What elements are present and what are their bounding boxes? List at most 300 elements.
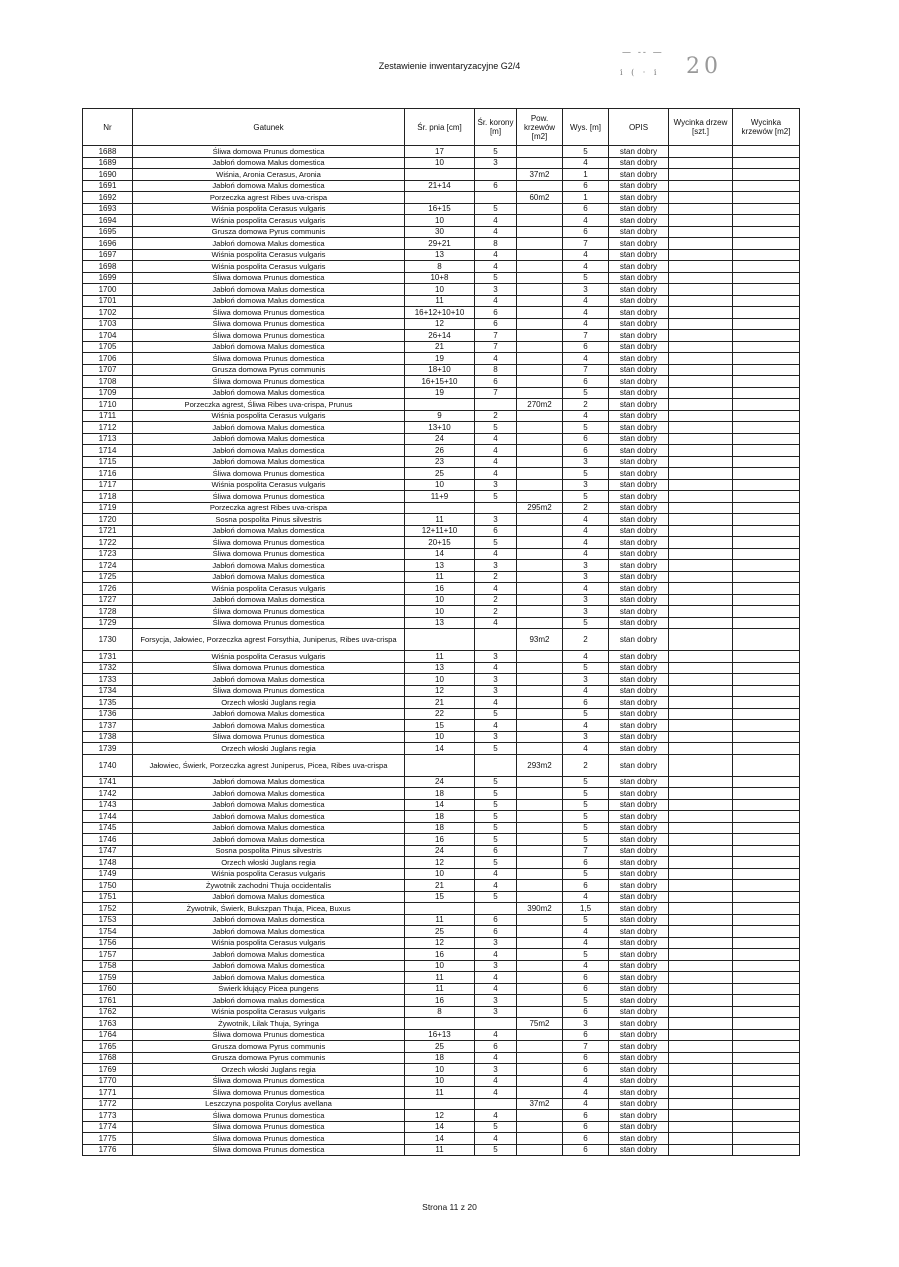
cell-gatunek: Wiśnia pospolita Cerasus vulgaris bbox=[133, 479, 405, 491]
cell-nr: 1745 bbox=[83, 822, 133, 834]
cell-sr-korony: 3 bbox=[475, 560, 517, 572]
cell-wycinka-drzew bbox=[669, 330, 733, 342]
cell-nr: 1759 bbox=[83, 972, 133, 984]
cell-nr: 1718 bbox=[83, 491, 133, 503]
cell-nr: 1697 bbox=[83, 249, 133, 261]
cell-wycinka-drzew bbox=[669, 226, 733, 238]
cell-nr: 1706 bbox=[83, 353, 133, 365]
table-row bbox=[83, 743, 800, 755]
table-row bbox=[83, 1052, 800, 1064]
cell-wycinka-drzew bbox=[669, 468, 733, 480]
cell-sr-korony: 4 bbox=[475, 226, 517, 238]
cell-wys: 4 bbox=[563, 307, 609, 319]
cell-wycinka-krzewow bbox=[733, 502, 800, 514]
cell-gatunek: Wiśnia pospolita Cerasus vulgaris bbox=[133, 1006, 405, 1018]
cell-gatunek: Śliwa domowa Prunus domestica bbox=[133, 1133, 405, 1145]
cell-wys: 5 bbox=[563, 949, 609, 961]
cell-wys: 4 bbox=[563, 1075, 609, 1087]
cell-wycinka-krzewow bbox=[733, 799, 800, 811]
cell-wycinka-krzewow bbox=[733, 1041, 800, 1053]
cell-nr: 1707 bbox=[83, 364, 133, 376]
cell-sr-pnia: 21 bbox=[405, 341, 475, 353]
cell-nr: 1722 bbox=[83, 537, 133, 549]
cell-opis: stan dobry bbox=[609, 514, 669, 526]
cell-wys: 7 bbox=[563, 330, 609, 342]
cell-pow-krzewow bbox=[517, 1041, 563, 1053]
cell-pow-krzewow bbox=[517, 1133, 563, 1145]
cell-gatunek: Jabłoń domowa Malus domestica bbox=[133, 157, 405, 169]
cell-pow-krzewow bbox=[517, 445, 563, 457]
cell-sr-korony: 5 bbox=[475, 857, 517, 869]
cell-nr: 1716 bbox=[83, 468, 133, 480]
cell-sr-pnia: 16+15 bbox=[405, 203, 475, 215]
cell-opis: stan dobry bbox=[609, 330, 669, 342]
cell-sr-korony: 4 bbox=[475, 972, 517, 984]
table-row bbox=[83, 1098, 800, 1110]
cell-pow-krzewow bbox=[517, 410, 563, 422]
cell-nr: 1736 bbox=[83, 708, 133, 720]
table-row bbox=[83, 295, 800, 307]
cell-wys: 4 bbox=[563, 295, 609, 307]
cell-wycinka-drzew bbox=[669, 868, 733, 880]
cell-sr-pnia: 25 bbox=[405, 926, 475, 938]
cell-sr-pnia: 11 bbox=[405, 514, 475, 526]
cell-wys: 3 bbox=[563, 731, 609, 743]
cell-sr-pnia bbox=[405, 1098, 475, 1110]
cell-wycinka-krzewow bbox=[733, 937, 800, 949]
cell-gatunek: Jabłoń domowa malus domestica bbox=[133, 995, 405, 1007]
table-row bbox=[83, 662, 800, 674]
cell-nr: 1728 bbox=[83, 606, 133, 618]
cell-opis: stan dobry bbox=[609, 502, 669, 514]
cell-pow-krzewow bbox=[517, 456, 563, 468]
cell-wycinka-krzewow bbox=[733, 238, 800, 250]
cell-wycinka-drzew bbox=[669, 995, 733, 1007]
cell-opis: stan dobry bbox=[609, 571, 669, 583]
cell-wys: 2 bbox=[563, 502, 609, 514]
cell-wycinka-krzewow bbox=[733, 548, 800, 560]
cell-wycinka-drzew bbox=[669, 983, 733, 995]
cell-wycinka-drzew bbox=[669, 318, 733, 330]
cell-sr-pnia: 16 bbox=[405, 583, 475, 595]
cell-wycinka-krzewow bbox=[733, 399, 800, 411]
cell-pow-krzewow bbox=[517, 1029, 563, 1041]
cell-pow-krzewow bbox=[517, 157, 563, 169]
cell-wycinka-krzewow bbox=[733, 743, 800, 755]
cell-nr: 1769 bbox=[83, 1064, 133, 1076]
cell-sr-korony: 7 bbox=[475, 330, 517, 342]
cell-opis: stan dobry bbox=[609, 491, 669, 503]
cell-wys: 5 bbox=[563, 422, 609, 434]
cell-sr-pnia bbox=[405, 629, 475, 651]
cell-wycinka-drzew bbox=[669, 1029, 733, 1041]
cell-sr-pnia: 8 bbox=[405, 261, 475, 273]
cell-gatunek: Wiśnia, Aronia Cerasus, Aronia bbox=[133, 169, 405, 181]
cell-gatunek: Porzeczka agrest, Śliwa Ribes uva-crispa, Prunus bbox=[133, 399, 405, 411]
cell-gatunek: Sosna pospolita Pinus silvestris bbox=[133, 514, 405, 526]
cell-wycinka-drzew bbox=[669, 937, 733, 949]
cell-wycinka-krzewow bbox=[733, 662, 800, 674]
cell-wycinka-drzew bbox=[669, 284, 733, 296]
table-row bbox=[83, 868, 800, 880]
cell-wycinka-drzew bbox=[669, 491, 733, 503]
cell-pow-krzewow bbox=[517, 226, 563, 238]
column-header-nr: Nr bbox=[83, 109, 133, 146]
table-row bbox=[83, 560, 800, 572]
table-row bbox=[83, 479, 800, 491]
cell-sr-korony: 5 bbox=[475, 708, 517, 720]
table-row bbox=[83, 811, 800, 823]
table-row bbox=[83, 606, 800, 618]
table-body bbox=[83, 146, 800, 1156]
table-row bbox=[83, 353, 800, 365]
cell-pow-krzewow bbox=[517, 949, 563, 961]
cell-wycinka-krzewow bbox=[733, 811, 800, 823]
cell-gatunek: Śliwa domowa Prunus domestica bbox=[133, 1029, 405, 1041]
cell-wycinka-drzew bbox=[669, 845, 733, 857]
cell-wys: 4 bbox=[563, 891, 609, 903]
cell-sr-pnia: 23 bbox=[405, 456, 475, 468]
cell-sr-korony: 5 bbox=[475, 799, 517, 811]
cell-gatunek: Porzeczka agrest Ribes uva-crispa bbox=[133, 192, 405, 204]
cell-wycinka-drzew bbox=[669, 272, 733, 284]
cell-opis: stan dobry bbox=[609, 972, 669, 984]
cell-wycinka-drzew bbox=[669, 1041, 733, 1053]
cell-opis: stan dobry bbox=[609, 180, 669, 192]
cell-wycinka-krzewow bbox=[733, 249, 800, 261]
cell-sr-pnia bbox=[405, 502, 475, 514]
cell-sr-korony bbox=[475, 1018, 517, 1030]
cell-wys: 6 bbox=[563, 983, 609, 995]
cell-sr-pnia: 12 bbox=[405, 1110, 475, 1122]
cell-nr: 1732 bbox=[83, 662, 133, 674]
cell-opis: stan dobry bbox=[609, 146, 669, 158]
cell-sr-korony: 6 bbox=[475, 180, 517, 192]
cell-wycinka-krzewow bbox=[733, 192, 800, 204]
cell-wycinka-drzew bbox=[669, 169, 733, 181]
cell-sr-korony: 6 bbox=[475, 318, 517, 330]
cell-pow-krzewow: 37m2 bbox=[517, 169, 563, 181]
cell-pow-krzewow bbox=[517, 146, 563, 158]
cell-opis: stan dobry bbox=[609, 662, 669, 674]
cell-sr-pnia: 11 bbox=[405, 295, 475, 307]
cell-wys: 4 bbox=[563, 720, 609, 732]
cell-sr-pnia: 16 bbox=[405, 995, 475, 1007]
cell-opis: stan dobry bbox=[609, 261, 669, 273]
cell-sr-pnia bbox=[405, 1018, 475, 1030]
cell-pow-krzewow: 60m2 bbox=[517, 192, 563, 204]
cell-wys: 4 bbox=[563, 548, 609, 560]
cell-wycinka-drzew bbox=[669, 537, 733, 549]
cell-wycinka-drzew bbox=[669, 891, 733, 903]
cell-opis: stan dobry bbox=[609, 1029, 669, 1041]
cell-wycinka-krzewow bbox=[733, 215, 800, 227]
table-row bbox=[83, 571, 800, 583]
cell-opis: stan dobry bbox=[609, 949, 669, 961]
cell-gatunek: Jabłoń domowa Malus domestica bbox=[133, 914, 405, 926]
cell-wys: 5 bbox=[563, 822, 609, 834]
cell-gatunek: Żywotnik zachodni Thuja occidentalis bbox=[133, 880, 405, 892]
cell-nr: 1738 bbox=[83, 731, 133, 743]
cell-sr-korony: 4 bbox=[475, 697, 517, 709]
table-row bbox=[83, 1006, 800, 1018]
cell-gatunek: Orzech włoski Juglans regia bbox=[133, 857, 405, 869]
cell-sr-pnia: 13 bbox=[405, 662, 475, 674]
table-row bbox=[83, 1029, 800, 1041]
stamp-line-2: i ( · i bbox=[620, 68, 660, 77]
cell-wycinka-krzewow bbox=[733, 1087, 800, 1099]
cell-sr-pnia: 12 bbox=[405, 318, 475, 330]
cell-wys: 4 bbox=[563, 937, 609, 949]
cell-pow-krzewow bbox=[517, 1121, 563, 1133]
cell-opis: stan dobry bbox=[609, 788, 669, 800]
cell-opis: stan dobry bbox=[609, 1052, 669, 1064]
cell-nr: 1714 bbox=[83, 445, 133, 457]
cell-opis: stan dobry bbox=[609, 548, 669, 560]
cell-sr-korony: 6 bbox=[475, 926, 517, 938]
cell-sr-korony: 6 bbox=[475, 307, 517, 319]
cell-gatunek: Jabłoń domowa Malus domestica bbox=[133, 341, 405, 353]
cell-nr: 1768 bbox=[83, 1052, 133, 1064]
table-header-row bbox=[83, 109, 800, 146]
cell-opis: stan dobry bbox=[609, 880, 669, 892]
cell-gatunek: Żywotnik, Lilak Thuja, Syringa bbox=[133, 1018, 405, 1030]
cell-opis: stan dobry bbox=[609, 857, 669, 869]
cell-wycinka-krzewow bbox=[733, 995, 800, 1007]
cell-wycinka-drzew bbox=[669, 1144, 733, 1156]
cell-gatunek: Śliwa domowa Prunus domestica bbox=[133, 731, 405, 743]
cell-wys: 6 bbox=[563, 1006, 609, 1018]
cell-sr-korony: 5 bbox=[475, 203, 517, 215]
cell-pow-krzewow bbox=[517, 560, 563, 572]
cell-pow-krzewow bbox=[517, 822, 563, 834]
cell-nr: 1752 bbox=[83, 903, 133, 915]
table-row bbox=[83, 203, 800, 215]
cell-wycinka-krzewow bbox=[733, 822, 800, 834]
cell-nr: 1690 bbox=[83, 169, 133, 181]
cell-pow-krzewow bbox=[517, 799, 563, 811]
stamp-mark bbox=[620, 48, 740, 88]
cell-opis: stan dobry bbox=[609, 1110, 669, 1122]
cell-nr: 1773 bbox=[83, 1110, 133, 1122]
cell-opis: stan dobry bbox=[609, 192, 669, 204]
cell-wycinka-drzew bbox=[669, 697, 733, 709]
cell-sr-korony: 6 bbox=[475, 845, 517, 857]
cell-wys: 4 bbox=[563, 353, 609, 365]
cell-gatunek: Śliwa domowa Prunus domestica bbox=[133, 1087, 405, 1099]
cell-gatunek: Jabłoń domowa Malus domestica bbox=[133, 891, 405, 903]
table-row bbox=[83, 822, 800, 834]
cell-sr-pnia: 15 bbox=[405, 720, 475, 732]
cell-gatunek: Jabłoń domowa Malus domestica bbox=[133, 799, 405, 811]
cell-nr: 1735 bbox=[83, 697, 133, 709]
cell-wys: 5 bbox=[563, 799, 609, 811]
cell-wycinka-drzew bbox=[669, 192, 733, 204]
cell-nr: 1698 bbox=[83, 261, 133, 273]
cell-nr: 1703 bbox=[83, 318, 133, 330]
cell-wycinka-krzewow bbox=[733, 479, 800, 491]
cell-wys: 5 bbox=[563, 788, 609, 800]
cell-gatunek: Śliwa domowa Prunus domestica bbox=[133, 1121, 405, 1133]
cell-wycinka-krzewow bbox=[733, 1006, 800, 1018]
cell-nr: 1753 bbox=[83, 914, 133, 926]
cell-pow-krzewow bbox=[517, 261, 563, 273]
cell-nr: 1746 bbox=[83, 834, 133, 846]
cell-wys: 4 bbox=[563, 249, 609, 261]
cell-sr-korony: 4 bbox=[475, 1029, 517, 1041]
cell-opis: stan dobry bbox=[609, 960, 669, 972]
cell-wys: 4 bbox=[563, 215, 609, 227]
table-row bbox=[83, 433, 800, 445]
cell-wycinka-drzew bbox=[669, 594, 733, 606]
cell-gatunek: Jabłoń domowa Malus domestica bbox=[133, 525, 405, 537]
cell-gatunek: Jabłoń domowa Malus domestica bbox=[133, 433, 405, 445]
cell-wys: 4 bbox=[563, 318, 609, 330]
cell-wycinka-drzew bbox=[669, 617, 733, 629]
cell-sr-korony: 5 bbox=[475, 743, 517, 755]
cell-sr-korony: 7 bbox=[475, 387, 517, 399]
cell-nr: 1712 bbox=[83, 422, 133, 434]
cell-gatunek: Jabłoń domowa Malus domestica bbox=[133, 284, 405, 296]
cell-sr-korony: 4 bbox=[475, 868, 517, 880]
cell-pow-krzewow bbox=[517, 731, 563, 743]
cell-wycinka-drzew bbox=[669, 479, 733, 491]
cell-gatunek: Orzech włoski Juglans regia bbox=[133, 743, 405, 755]
cell-sr-korony: 5 bbox=[475, 1144, 517, 1156]
cell-wys: 4 bbox=[563, 743, 609, 755]
cell-opis: stan dobry bbox=[609, 743, 669, 755]
cell-opis: stan dobry bbox=[609, 983, 669, 995]
cell-sr-pnia: 10 bbox=[405, 731, 475, 743]
table-row bbox=[83, 1064, 800, 1076]
cell-pow-krzewow bbox=[517, 845, 563, 857]
cell-sr-korony: 3 bbox=[475, 960, 517, 972]
table-row bbox=[83, 410, 800, 422]
cell-wycinka-drzew bbox=[669, 1133, 733, 1145]
column-header-wycinka-drzew: Wycinka drzew [szt.] bbox=[669, 109, 733, 146]
cell-opis: stan dobry bbox=[609, 799, 669, 811]
cell-sr-pnia: 25 bbox=[405, 468, 475, 480]
cell-sr-korony bbox=[475, 1098, 517, 1110]
cell-sr-korony: 4 bbox=[475, 445, 517, 457]
cell-sr-pnia bbox=[405, 399, 475, 411]
cell-pow-krzewow bbox=[517, 834, 563, 846]
cell-wycinka-drzew bbox=[669, 583, 733, 595]
cell-wycinka-drzew bbox=[669, 215, 733, 227]
cell-sr-korony: 4 bbox=[475, 1075, 517, 1087]
cell-pow-krzewow bbox=[517, 215, 563, 227]
table-row bbox=[83, 318, 800, 330]
table-row bbox=[83, 903, 800, 915]
cell-pow-krzewow bbox=[517, 180, 563, 192]
cell-sr-pnia: 13 bbox=[405, 249, 475, 261]
table-row bbox=[83, 629, 800, 651]
cell-sr-korony: 3 bbox=[475, 937, 517, 949]
cell-pow-krzewow: 390m2 bbox=[517, 903, 563, 915]
cell-pow-krzewow bbox=[517, 983, 563, 995]
cell-sr-korony: 5 bbox=[475, 834, 517, 846]
cell-gatunek: Orzech włoski Juglans regia bbox=[133, 1064, 405, 1076]
cell-opis: stan dobry bbox=[609, 387, 669, 399]
cell-sr-korony: 4 bbox=[475, 1087, 517, 1099]
cell-wys: 4 bbox=[563, 583, 609, 595]
cell-pow-krzewow bbox=[517, 708, 563, 720]
cell-wys: 6 bbox=[563, 857, 609, 869]
table-row bbox=[83, 914, 800, 926]
cell-wycinka-drzew bbox=[669, 548, 733, 560]
cell-sr-korony: 6 bbox=[475, 914, 517, 926]
cell-pow-krzewow bbox=[517, 307, 563, 319]
cell-wys: 6 bbox=[563, 880, 609, 892]
cell-nr: 1760 bbox=[83, 983, 133, 995]
cell-nr: 1740 bbox=[83, 754, 133, 776]
cell-nr: 1730 bbox=[83, 629, 133, 651]
cell-sr-pnia: 13 bbox=[405, 560, 475, 572]
cell-wycinka-drzew bbox=[669, 1110, 733, 1122]
cell-nr: 1772 bbox=[83, 1098, 133, 1110]
cell-wycinka-krzewow bbox=[733, 180, 800, 192]
table-row bbox=[83, 1144, 800, 1156]
cell-sr-pnia: 17 bbox=[405, 146, 475, 158]
cell-sr-korony: 3 bbox=[475, 1064, 517, 1076]
cell-sr-korony: 2 bbox=[475, 410, 517, 422]
cell-opis: stan dobry bbox=[609, 891, 669, 903]
cell-wycinka-drzew bbox=[669, 857, 733, 869]
cell-sr-korony: 8 bbox=[475, 364, 517, 376]
table-row bbox=[83, 1110, 800, 1122]
cell-nr: 1725 bbox=[83, 571, 133, 583]
cell-nr: 1721 bbox=[83, 525, 133, 537]
table-row bbox=[83, 674, 800, 686]
cell-nr: 1749 bbox=[83, 868, 133, 880]
cell-wys: 5 bbox=[563, 868, 609, 880]
cell-gatunek: Wiśnia pospolita Cerasus vulgaris bbox=[133, 651, 405, 663]
cell-nr: 1750 bbox=[83, 880, 133, 892]
cell-wycinka-krzewow bbox=[733, 571, 800, 583]
cell-sr-korony bbox=[475, 399, 517, 411]
cell-gatunek: Śliwa domowa Prunus domestica bbox=[133, 685, 405, 697]
cell-gatunek: Śliwa domowa Prunus domestica bbox=[133, 1075, 405, 1087]
cell-sr-korony bbox=[475, 754, 517, 776]
cell-wycinka-krzewow bbox=[733, 1098, 800, 1110]
cell-wys: 7 bbox=[563, 1041, 609, 1053]
cell-nr: 1719 bbox=[83, 502, 133, 514]
cell-sr-korony: 3 bbox=[475, 479, 517, 491]
cell-wys: 3 bbox=[563, 674, 609, 686]
cell-sr-korony: 5 bbox=[475, 422, 517, 434]
cell-opis: stan dobry bbox=[609, 479, 669, 491]
cell-wycinka-drzew bbox=[669, 433, 733, 445]
table-row bbox=[83, 754, 800, 776]
cell-wycinka-drzew bbox=[669, 364, 733, 376]
cell-wys: 5 bbox=[563, 468, 609, 480]
cell-opis: stan dobry bbox=[609, 318, 669, 330]
cell-opis: stan dobry bbox=[609, 1098, 669, 1110]
cell-nr: 1761 bbox=[83, 995, 133, 1007]
cell-wycinka-krzewow bbox=[733, 845, 800, 857]
cell-wycinka-krzewow bbox=[733, 146, 800, 158]
cell-wys: 5 bbox=[563, 995, 609, 1007]
cell-sr-pnia: 16 bbox=[405, 949, 475, 961]
cell-nr: 1741 bbox=[83, 776, 133, 788]
table-row bbox=[83, 169, 800, 181]
cell-wys: 3 bbox=[563, 1018, 609, 1030]
cell-gatunek: Wiśnia pospolita Cerasus vulgaris bbox=[133, 249, 405, 261]
cell-wycinka-drzew bbox=[669, 560, 733, 572]
cell-opis: stan dobry bbox=[609, 914, 669, 926]
table-row bbox=[83, 983, 800, 995]
cell-gatunek: Śliwa domowa Prunus domestica bbox=[133, 1144, 405, 1156]
